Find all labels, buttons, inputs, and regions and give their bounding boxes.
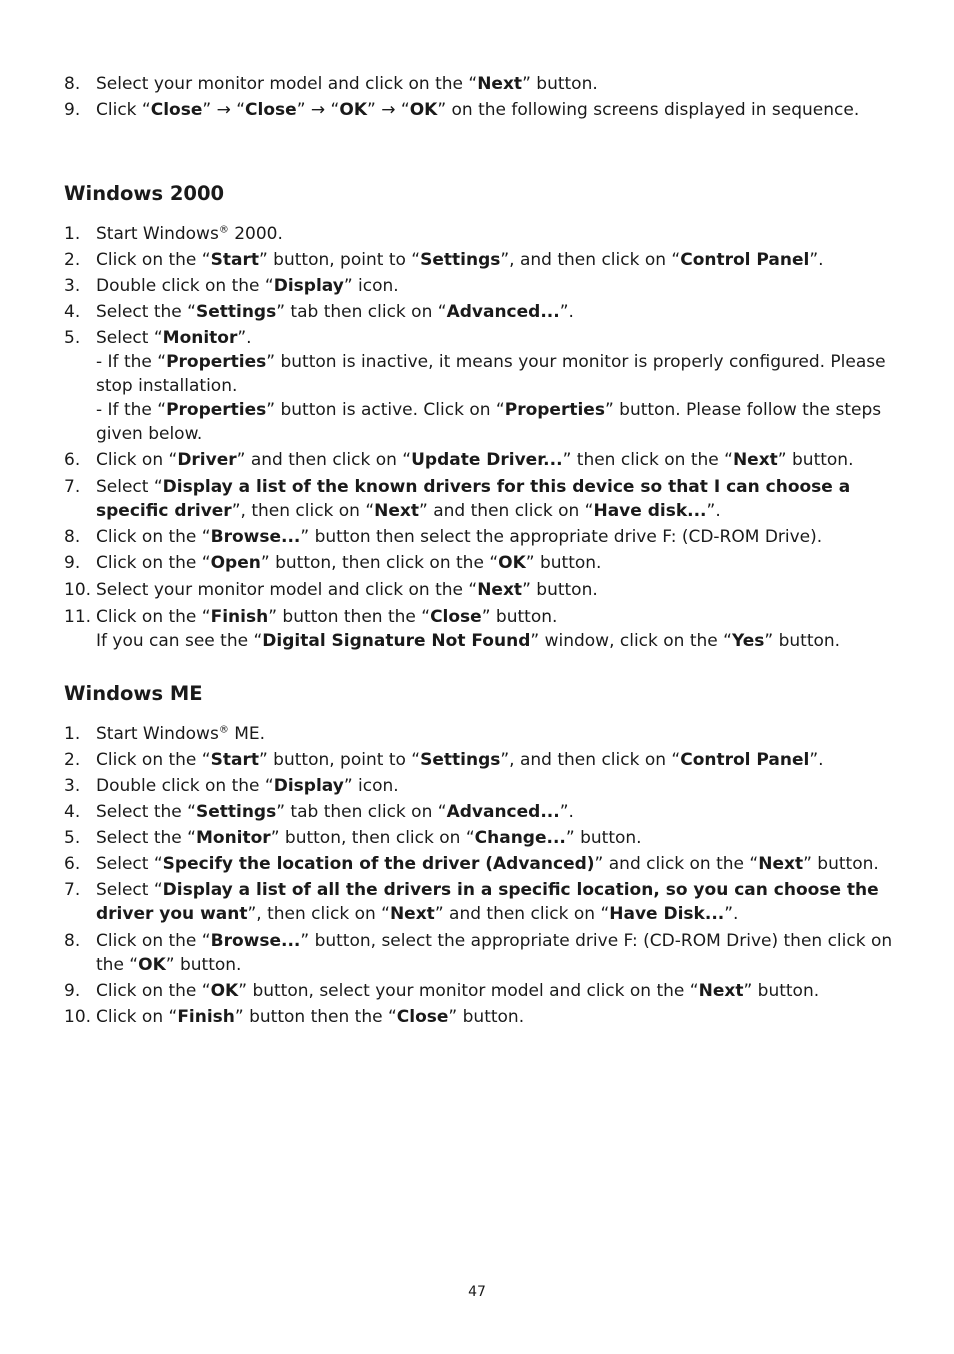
registered-mark: ®	[218, 724, 229, 736]
text-run: ” button is active. Click on “	[266, 400, 505, 420]
bold-term: Control Panel	[680, 250, 810, 270]
bold-term: Finish	[177, 1007, 235, 1027]
step-text	[96, 276, 399, 296]
text-run: Click on “	[96, 1007, 178, 1027]
text-run: “	[230, 100, 246, 120]
text-run: Double click on the “	[96, 776, 274, 796]
text-run: Start Windows	[96, 724, 219, 744]
text-run: ” icon.	[343, 776, 399, 796]
step-number: 7.	[64, 880, 81, 900]
text-run: ” then click on the “	[562, 450, 733, 470]
step-note	[96, 398, 894, 446]
text-run: ” button, point to “	[258, 750, 421, 770]
bold-term: Advanced...	[446, 802, 560, 822]
text-run: ” button.	[165, 955, 242, 975]
step-text	[96, 580, 598, 600]
step-number: 7.	[64, 477, 81, 497]
text-run: ”, then click on “	[231, 501, 375, 521]
step-number: 3.	[64, 776, 81, 796]
step-number: 4.	[64, 302, 81, 322]
text-run: Select the “	[96, 302, 196, 322]
text-run: - If the “	[96, 352, 167, 372]
step-text	[96, 802, 574, 822]
text-run: ”.	[237, 328, 252, 348]
step-text	[96, 328, 252, 348]
step-text	[96, 477, 850, 521]
list-item	[64, 878, 894, 926]
text-run: ” button.	[522, 74, 598, 94]
bold-term: Update Driver...	[411, 450, 563, 470]
text-run: ” button then the “	[268, 607, 431, 627]
step-number: 2.	[64, 750, 81, 770]
text-run: Select “	[96, 854, 163, 874]
step-text	[96, 724, 265, 744]
text-run: Click on the “	[96, 553, 211, 573]
text-run: ”	[296, 100, 311, 120]
list-item	[64, 929, 894, 977]
text-run: Click on the “	[96, 250, 211, 270]
bold-term: Next	[732, 450, 778, 470]
list-item	[64, 72, 894, 96]
step-number: 4.	[64, 802, 81, 822]
bold-term: Monitor	[162, 328, 238, 348]
bold-term: Have disk...	[593, 501, 707, 521]
text-run: Click on the “	[96, 750, 211, 770]
bold-term: Monitor	[195, 828, 271, 848]
bold-term: Have Disk...	[609, 904, 725, 924]
text-run: Select your monitor model and click on the “	[96, 74, 478, 94]
list-item	[64, 748, 894, 772]
step-text	[96, 931, 892, 975]
bold-term: Properties	[166, 352, 267, 372]
section-heading-windows-me: Windows ME	[64, 682, 203, 705]
list-item	[64, 551, 894, 575]
step-number: 5.	[64, 328, 81, 348]
list-item	[64, 578, 894, 602]
section-heading-windows-2000: Windows 2000	[64, 182, 225, 205]
bold-term: Yes	[731, 631, 765, 651]
step-note	[96, 350, 894, 398]
step-text	[96, 981, 819, 1001]
list-item	[64, 98, 894, 122]
text-run: ”.	[559, 302, 574, 322]
list-item	[64, 774, 894, 798]
arrow-icon: →	[216, 100, 231, 120]
continued-steps-list	[64, 72, 894, 122]
text-run: ” and click on the “	[594, 854, 759, 874]
text-run: ” icon.	[343, 276, 399, 296]
text-run: ” button, point to “	[258, 250, 421, 270]
text-run: ” and then click on “	[434, 904, 610, 924]
bold-term: Settings	[420, 250, 501, 270]
bold-term: Next	[389, 904, 435, 924]
text-run: ” button. Please follow the steps given below.	[96, 400, 882, 444]
text-run: ” button then the “	[234, 1007, 397, 1027]
bold-term: Close	[150, 100, 203, 120]
step-text	[96, 74, 598, 94]
text-run: ” and then click on “	[419, 501, 594, 521]
text-run: Select your monitor model and click on the “	[96, 580, 478, 600]
text-run: ” button.	[448, 1007, 525, 1027]
text-run: ” button.	[481, 607, 558, 627]
bold-term: Next	[698, 981, 744, 1001]
text-run: ” button.	[764, 631, 841, 651]
text-run: Click on the “	[96, 527, 211, 547]
step-text	[96, 828, 642, 848]
bold-term: Properties	[166, 400, 267, 420]
text-run: ” and then click on “	[236, 450, 412, 470]
step-number: 6.	[64, 450, 81, 470]
text-run: Click on the “	[96, 981, 211, 1001]
windows-me-steps-list	[64, 722, 894, 1029]
bold-term: Driver	[177, 450, 237, 470]
step-text	[96, 527, 822, 547]
step-text	[96, 776, 399, 796]
step-number: 10.	[64, 1007, 92, 1027]
step-number: 10.	[64, 580, 92, 600]
text-run: Click on “	[96, 450, 178, 470]
bold-term: Browse...	[210, 527, 301, 547]
text-run: ” button, select your monitor model and click on the “	[238, 981, 699, 1001]
step-number: 8.	[64, 931, 81, 951]
bold-term: Next	[758, 854, 804, 874]
step-text	[96, 1007, 524, 1027]
text-run: If you can see the “	[96, 631, 263, 651]
text-run: ”.	[724, 904, 739, 924]
step-number: 9.	[64, 553, 81, 573]
text-run: ” button.	[522, 580, 598, 600]
bold-term: Open	[210, 553, 261, 573]
text-run: “	[325, 100, 340, 120]
bold-term: Close	[245, 100, 297, 120]
text-run: - If the “	[96, 400, 167, 420]
list-item	[64, 826, 894, 850]
text-run: ”, then click on “	[247, 904, 390, 924]
step-text	[96, 750, 824, 770]
text-run: ”	[202, 100, 217, 120]
text-run: ” tab then click on “	[276, 302, 447, 322]
text-run: Select the “	[96, 828, 196, 848]
bold-term: Change...	[474, 828, 566, 848]
text-run: ” on the following screens displayed in sequence.	[437, 100, 860, 120]
step-number: 8.	[64, 74, 81, 94]
list-item	[64, 274, 894, 298]
step-number: 1.	[64, 224, 81, 244]
bold-term: Properties	[504, 400, 605, 420]
list-item	[64, 326, 894, 446]
list-item	[64, 525, 894, 549]
step-number: 3.	[64, 276, 81, 296]
text-run: ” window, click on the “	[530, 631, 732, 651]
bold-term: Finish	[210, 607, 269, 627]
text-run: ” button, then click on “	[270, 828, 475, 848]
page-number: 47	[468, 1284, 486, 1300]
bold-term: Settings	[195, 802, 277, 822]
bold-term: Next	[374, 501, 420, 521]
bold-term: Close	[430, 607, 482, 627]
text-run: Start Windows	[96, 224, 219, 244]
list-item	[64, 852, 894, 876]
list-item	[64, 1005, 894, 1029]
text-run: Select “	[96, 328, 163, 348]
bold-term: Settings	[420, 750, 501, 770]
step-note	[96, 629, 894, 653]
list-item	[64, 605, 894, 653]
bold-term: OK	[210, 981, 239, 1001]
text-run: “	[395, 100, 410, 120]
list-item	[64, 475, 894, 523]
bold-term: Display a list of all the drivers in a specific location, so you can choose the driver you want	[96, 880, 879, 924]
step-text	[96, 607, 557, 627]
step-number: 11.	[64, 607, 92, 627]
list-item	[64, 979, 894, 1003]
step-number: 6.	[64, 854, 81, 874]
bold-term: OK	[339, 100, 367, 120]
step-text	[96, 100, 859, 120]
arrow-icon: →	[381, 100, 396, 120]
step-text	[96, 854, 879, 874]
text-run: ” button, select the appropriate drive F: (CD-ROM Drive) then click on the “	[96, 931, 893, 975]
bold-term: Settings	[195, 302, 277, 322]
text-run: ”.	[809, 250, 824, 270]
bold-term: Start	[210, 250, 259, 270]
step-text	[96, 250, 824, 270]
text-run: ” button.	[777, 450, 854, 470]
bold-term: OK	[138, 955, 166, 975]
text-run: ”.	[706, 501, 721, 521]
step-text	[96, 450, 853, 470]
list-item	[64, 800, 894, 824]
list-item	[64, 722, 894, 746]
step-text	[96, 224, 283, 244]
bold-term: Close	[396, 1007, 449, 1027]
text-run: ” button.	[525, 553, 602, 573]
text-run: ” tab then click on “	[276, 802, 447, 822]
step-text	[96, 302, 574, 322]
bold-term: Display	[273, 276, 344, 296]
text-run: Select “	[96, 880, 163, 900]
step-number: 2.	[64, 250, 81, 270]
bold-term: Display a list of the known drivers for this device so that I can choose a specific driver	[96, 477, 851, 521]
list-item	[64, 448, 894, 472]
bold-term: Next	[477, 74, 523, 94]
text-run: ” button then select the appropriate drive F: (CD-ROM Drive).	[300, 527, 823, 547]
step-number: 9.	[64, 981, 81, 1001]
text-run: ”.	[559, 802, 574, 822]
bold-term: Browse...	[210, 931, 301, 951]
text-run: ”	[367, 100, 382, 120]
bold-term: Specify the location of the driver (Advanced)	[162, 854, 595, 874]
bold-term: Start	[210, 750, 259, 770]
bold-term: OK	[498, 553, 526, 573]
step-number: 9.	[64, 100, 81, 120]
text-run: Click on the “	[96, 607, 211, 627]
list-item	[64, 248, 894, 272]
bold-term: Display	[273, 776, 344, 796]
text-run: ” button is inactive, it means your monitor is properly configured. Please stop installation.	[96, 352, 886, 396]
step-text	[96, 880, 879, 924]
text-run: ”.	[809, 750, 824, 770]
step-number: 1.	[64, 724, 81, 744]
step-number: 8.	[64, 527, 81, 547]
text-run: ME.	[228, 724, 266, 744]
registered-mark: ®	[218, 224, 229, 236]
text-run: ” button, then click on the “	[260, 553, 499, 573]
bold-term: Control Panel	[680, 750, 810, 770]
text-run: Double click on the “	[96, 276, 274, 296]
text-run: Click on the “	[96, 931, 211, 951]
text-run: ”, and then click on “	[500, 750, 681, 770]
text-run: ” button.	[565, 828, 642, 848]
arrow-icon: →	[310, 100, 326, 120]
bold-term: Advanced...	[446, 302, 560, 322]
bold-term: Next	[477, 580, 523, 600]
bold-term: OK	[409, 100, 438, 120]
text-run: Select the “	[96, 802, 196, 822]
text-run: Select “	[96, 477, 163, 497]
bold-term: Digital Signature Not Found	[262, 631, 531, 651]
text-run: ” button.	[743, 981, 820, 1001]
text-run: 2000.	[228, 224, 283, 244]
step-text	[96, 553, 601, 573]
step-number: 5.	[64, 828, 81, 848]
list-item	[64, 300, 894, 324]
windows-2000-steps-list	[64, 222, 894, 653]
text-run: ”, and then click on “	[500, 250, 681, 270]
text-run: Click “	[96, 100, 151, 120]
list-item	[64, 222, 894, 246]
text-run: ” button.	[803, 854, 879, 874]
